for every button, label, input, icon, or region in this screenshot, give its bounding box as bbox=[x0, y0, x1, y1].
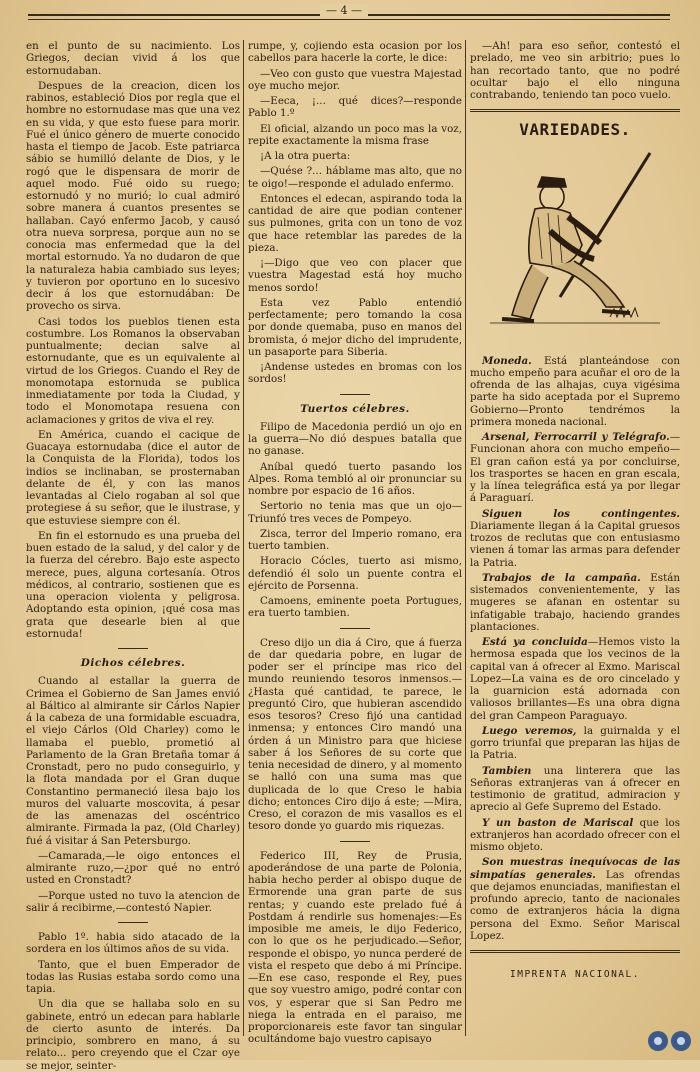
imprint: IMPRENTA NACIONAL. bbox=[510, 969, 640, 980]
library-stamp-icon bbox=[646, 1030, 694, 1052]
paragraph: Casi todos los pueblos tienen esta costumbre. Los Romanos la observaban puntualmente; decian salve al estornudante, que es un equivalente al virtud de los Griegos. Cuando el Rey de monomotapa estornuda se publica inmediatamente por toda la Ciudad, y todo el Monomotapa resuena con aclamaciones y gritos de viva el rey. bbox=[26, 315, 240, 426]
paragraph: El oficial, alzando un poco mas la voz, repite exactamente la misma frase bbox=[248, 122, 462, 147]
item-text: Las ofrendas que dejamos enunciadas, manifiestan el profundo aprecio, tanto de nacionales como de extranjeros hácia la digna persona del Exmo. Señor Mariscal Lopez. bbox=[470, 868, 680, 942]
column-3 bbox=[470, 40, 680, 1040]
column-2 bbox=[248, 40, 462, 1046]
variedades-item bbox=[470, 508, 680, 569]
page-number: — 4 — bbox=[320, 4, 368, 17]
paragraph: Aníbal quedó tuerto pasando los Alpes. Roma tembló al oir pronunciar su nombre por espacio de 16 años. bbox=[248, 460, 462, 497]
paragraph: —Quése ?... háblame mas alto, que no te oigo!—responde el adulado enfermo. bbox=[248, 165, 462, 190]
paragraph: Despues de la creacion, dicen los rabinos, estableció Dios por regla que el hombre no estornudase mas que una vez en su vida, y que esto fuese para morir. Fué el único género de muerte conocido hasta el tiempo de Jacob. Este patriarca sábio se humilló delante de Dios, y le rogó que le dispensara de morir de aquel modo. Fué oido su ruego; estornudó y no murió; lo cual admiró sobre manera á cuantos presentes se hallaban. Cayó enfermo Jacob, y causó otra nueva sorpresa, porque aun no se conocia mas enfermedad que la del mortal estornudo. Ya no dudaron de que la naturaleza habia cambiado sus leyes; y tuvieron por oportuno en lo sucesivo decir á los que estornudában: De provecho os sirva. bbox=[26, 79, 240, 313]
paragraph: ¡A la otra puerta: bbox=[260, 150, 351, 162]
paragraph: —Camarada,—le oigo entonces el almirante ruzo,—¿por qué no entró usted en Cronstadt? bbox=[26, 849, 240, 887]
separator bbox=[340, 628, 370, 629]
paragraph: —Ah! para eso señor, contestó el prelado, me veo sin arbitrio; pues lo han recortado tanto, que no podré ocultar bajo el ello ninguna contrabando, teniendo tan poco vuelo. bbox=[470, 40, 680, 101]
paragraph: ¡Andense ustedes en bromas con los sordos! bbox=[248, 361, 462, 386]
variedades-item bbox=[470, 355, 680, 429]
variedades-item bbox=[470, 856, 680, 942]
paragraph: Cuando al estallar la guerra de Crimea el Gobierno de San James envió al Báltico al almirante sir Cárlos Napier á la cabeza de una formidable escuadra, el viejo Cárlos (Old Charley) como le llamaba el pueblo, prometió al Parlamento de la Gran Bretaña tomar á Cronstadt, pero no pudo conseguirlo, y la flota mandada por el Gran duque Constantino permaneció ilesa bajo los muros del valuarte moscovita, á pesar de las amenazas del oscéntrico almirante. Firmada la paz, (Old Charley) fué á visitar á San Petersburgo. bbox=[26, 675, 240, 847]
paragraph: Un dia que se hallaba solo en su gabinete, entró un edecan para hablarle de cierto asunto de interés. Da principio, sombrero en mano, á su relato... pero creyendo que el Czar oye se mejor, seinter- bbox=[26, 998, 240, 1072]
separator bbox=[340, 841, 370, 842]
paragraph: Pablo 1º. habia sido atacado de la sordera en los últimos años de su vida. bbox=[26, 931, 240, 956]
separator bbox=[340, 394, 370, 395]
section-rule bbox=[470, 109, 680, 112]
variedades-item bbox=[470, 765, 680, 814]
paragraph: —Eeca, ¡... qué dices?—responde Pablo 1.º bbox=[248, 95, 462, 120]
paragraph: —Porque usted no tuvo la atencion de salir á recibirme,—contestó Napier. bbox=[26, 889, 240, 914]
item-lead: Y un baston de Mariscal bbox=[482, 816, 634, 829]
paragraph: Horacio Cócles, tuerto asi mismo, defendió él solo un puente contra el ejército de Porsenna. bbox=[248, 555, 462, 592]
paragraph: Entonces el edecan, aspirando toda la cantidad de aire que podian contener sus pulmones, grita con un tono de voz que hace retemblar las paredes de la pieza. bbox=[248, 192, 462, 254]
item-lead: Siguen los contingentes. bbox=[482, 507, 680, 520]
column-1 bbox=[26, 40, 240, 1072]
heading-dichos: Dichos célebres. bbox=[80, 657, 186, 669]
paragraph: —Veo con gusto que vuestra Majestad oye mucho mejor. bbox=[248, 67, 462, 92]
paragraph: En América, cuando el cacique de Guacaya estornudaba (dice el autor de la Conquista de la Florida), todos los indios se inclinaban, se prosternaban delante de él, y con las manos levantadas al Cielo rogaban al sol que protegiese á su señor, que le ilustrase, y que estuviese siempre con él. bbox=[26, 428, 240, 527]
column-divider bbox=[243, 40, 244, 1036]
soldier-illustration bbox=[490, 147, 660, 347]
section-title: VARIEDADES. bbox=[519, 120, 631, 140]
column-divider bbox=[465, 40, 466, 1036]
paragraph: ¡—Digo que veo con placer que vuestra Magestad está hoy mucho menos sordo! bbox=[248, 257, 462, 294]
item-lead: Trabajos de la campaña. bbox=[482, 571, 641, 584]
paragraph: Camoens, eminente poeta Portugues, era tuerto tambien. bbox=[248, 595, 462, 620]
paragraph: Zisca, terror del Imperio romano, era tuerto tambien. bbox=[248, 527, 462, 552]
paragraph: en el punto de su nacimiento. Los Griegos, decian vivid á los que estornudaban. bbox=[26, 40, 240, 77]
variedades-item bbox=[470, 817, 680, 854]
item-text: que los extranjeros han acordado ofrecer con el mismo objeto. bbox=[470, 816, 681, 853]
item-text: la guirnalda y el gorro triunfal que preparan las hijas de la Patria. bbox=[470, 724, 680, 762]
item-lead: Tambien bbox=[482, 764, 532, 777]
item-lead: Moneda. bbox=[482, 354, 532, 367]
variedades-item bbox=[470, 636, 680, 722]
section-rule bbox=[470, 950, 680, 953]
item-text: —Hemos visto la hermosa espada que los vecinos de la capital van á ofrecer al Exmo. Mariscal Lopez—La vaina es de oro cincelado y la guarnicion está adornada con valiosos brillantes—Es una obra digna del gran Campeon Paraguayo. bbox=[470, 636, 680, 722]
item-lead: Luego veremos, bbox=[482, 724, 577, 737]
paragraph: Creso dijo un dia á Ciro, que á fuerza de dar quedaria pobre, en lugar de poder ser el príncipe mas rico del mundo reuniendo tesoros inmensos.—¿Hasta qué cantidad, te parece, le preguntó Ciro, que hubieran ascendido esos tesoros? Creso fijó una cantidad inmensa; y entonces Ciro mandó una órden á un Ministro para que hiciese saber á los Señores de su corte que tenia necesidad de dinero, y al momento se halló con una suma mas que duplicada de lo que Creso le habia dicho; entonces Ciro dijo á este; —Mira, Creso, el corazon de mis vasallos es el tesoro donde yo guardo mis riquezas. bbox=[248, 636, 462, 833]
item-text: —Funcionan ahora con mucho empeño—El gran cañon está ya por concluirse, los trasportes se hacen en gran escala, y la línea telegráfica está ya por llegar á Paraguarí. bbox=[470, 431, 680, 505]
variedades-item bbox=[470, 725, 680, 762]
paragraph: Esta vez Pablo entendió perfectamente; pero tomando la cosa por donde quemaba, puso en manos del bromista, ó mejor dicho del imprudente, un pasaporte para Siberia. bbox=[248, 296, 462, 358]
separator bbox=[118, 648, 148, 649]
variedades-item bbox=[470, 431, 680, 505]
paragraph: Sertorio no tenia mas que un ojo—Triunfó tres veces de Pompeyo. bbox=[248, 500, 462, 525]
separator bbox=[118, 922, 148, 923]
item-lead: Está ya concluida bbox=[482, 636, 588, 648]
variedades-item bbox=[470, 572, 680, 633]
item-lead: Arsenal, Ferrocarril y Telégrafo. bbox=[482, 431, 670, 443]
item-text: una linterera que las Señoras extranjeras van á ofrecer en testimonio de gratitud, admiracion y aprecio al Gefe Supremo del Estado. bbox=[470, 764, 680, 814]
item-text: Están sistemados convenientemente, y las mugeres se afanan en ostentar su infatigable trabajo, haciendo grandes plantaciones. bbox=[470, 571, 681, 633]
paragraph: Filipo de Macedonia perdió un ojo en la guerra—No dió despues batalla que no ganase. bbox=[248, 420, 462, 458]
paragraph: En fin el estornudo es una prueba del buen estado de la salud, y del calor y de la fuerza del cérebro. Bajo este aspecto merece, pues, alguna cortesanía. Otros médicos, al contrario, sostienen que es una operacion violenta y peligrosa. Adoptando esta opinion, ¡qué cosa mas grata que desearle bien al que estornuda! bbox=[26, 529, 240, 640]
heading-tuertos: Tuertos célebres. bbox=[300, 402, 410, 415]
item-text: Está planteándose con mucho empeño para acuñar el oro de la ofrenda de las alhajas, cuya vigésima parte ha sido aceptada por el Supremo Gobierno—Pronto tendrémos la primera moneda nacional. bbox=[470, 354, 680, 428]
paragraph: Federico III, Rey de Prusia, apoderándose de una parte de Polonia, habia hecho perder al obispo duque de Ermorende una gran parte de sus rentas; y cuando este prelado fué á Postdam á rendirle sus homenajes:—Es imposible me ameis, le dijo Federico, con lo que os he perjudicado.—Señor, responde el obispo, yo nunca perderé de vista el respeto que debo á mi Príncipe.—En ese caso, responde el Rey, pues que soy vuestro amigo, podré contar con vos, y esperar que si San Pedro me niega la entrada en el paraiso, me proporcionareis este favor tan singular ocultándome bajo vuestro capisayo bbox=[248, 849, 462, 1046]
paragraph: rumpe, y, cojiendo esta ocasion por los cabellos para hacerle la corte, le dice: bbox=[248, 40, 462, 65]
paragraph: Tanto, que el buen Emperador de todas las Rusias estaba sordo como una tapia. bbox=[26, 958, 240, 995]
item-lead: Son muestras inequívocas de las simpatías generales. bbox=[470, 856, 680, 881]
item-text: Diariamente llegan á la Capital gruesos trozos de reclutas que con entusiasmo vienen á tomar las armas para defender la Patria. bbox=[470, 519, 680, 569]
